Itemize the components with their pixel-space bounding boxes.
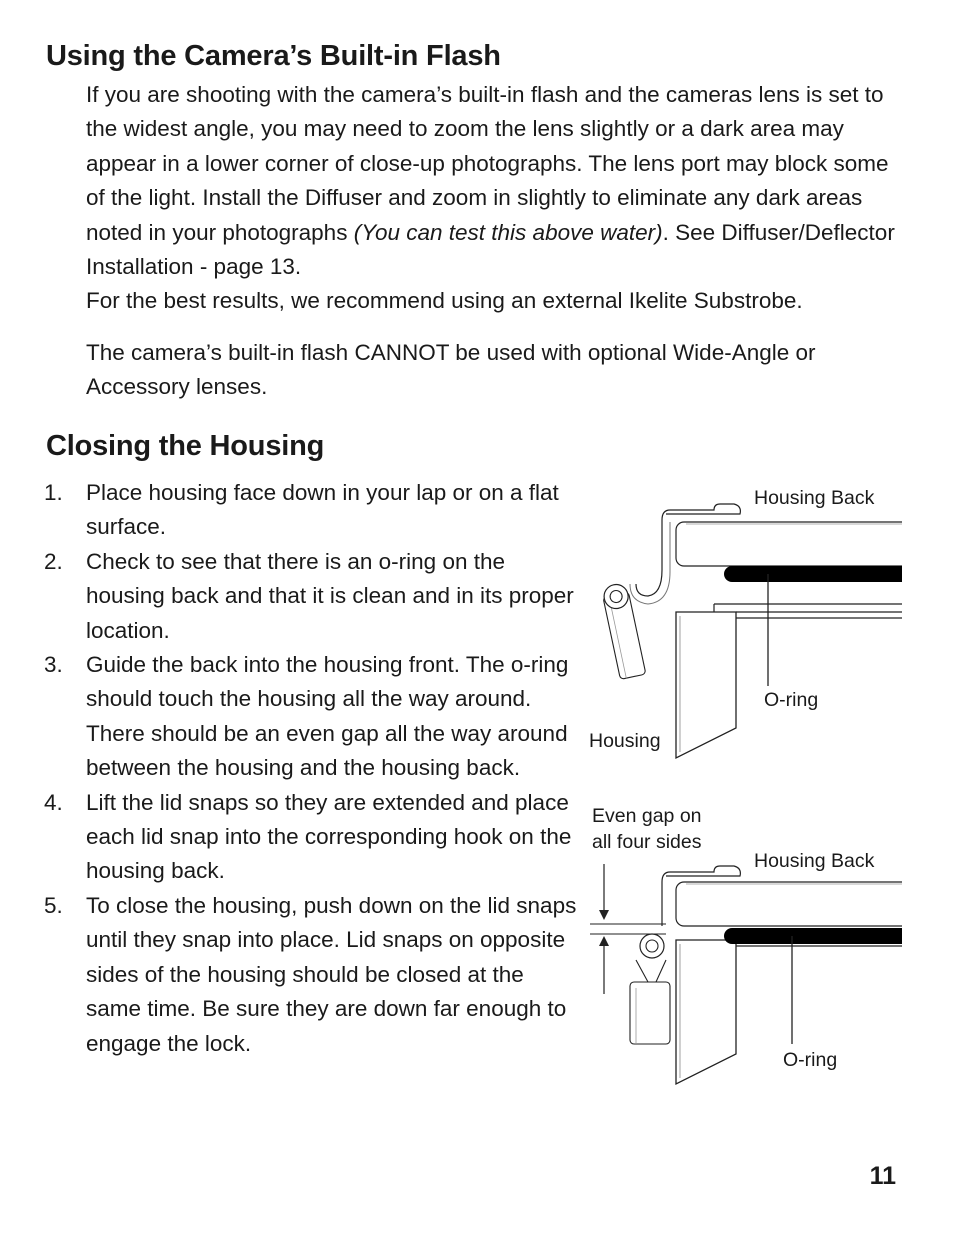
flash-recommendation: For the best results, we recommend using an external Ikelite Substrobe. [86, 288, 803, 314]
step-number: 2. [44, 548, 63, 574]
housing-wall [676, 612, 736, 758]
step-number: 5. [44, 892, 63, 918]
step-item [44, 889, 584, 1061]
flash-heading: Using the Camera’s Built-in Flash [46, 40, 501, 72]
step-item [44, 648, 584, 786]
step-text: To close the housing, push down on the lid snaps until they snap into place. Lid snaps on opposite sides of the housing should be closed at the same time. Be sure they are down far enough to engage the lock. [86, 892, 577, 1056]
gap-arrow-down [599, 910, 609, 920]
housing-back-plate [676, 522, 902, 566]
o-ring-label-top: O-ring [764, 689, 819, 711]
housing-diagram-top [590, 500, 902, 762]
step-item [44, 476, 584, 545]
housing-wall [676, 940, 736, 1084]
even-gap-label-line2: all four sides [592, 831, 702, 853]
closing-steps-list [44, 476, 584, 1061]
step-text: Lift the lid snaps so they are extended and place each lid snap into the corresponding hook on the housing back. [86, 789, 572, 884]
housing-back-plate [676, 882, 902, 926]
step-item [44, 786, 584, 889]
flash-paragraph-italic: (You can test this above water) [353, 219, 663, 245]
step-text: Place housing face down in your lap or on a flat surface. [86, 480, 559, 540]
o-ring [724, 928, 902, 944]
closing-heading: Closing the Housing [46, 430, 325, 462]
flash-paragraph-ref: . See Diffuser/Deflector Installation - page 13. [86, 219, 895, 280]
gap-arrow-up [599, 936, 609, 946]
lid-snap [630, 934, 670, 1044]
flash-paragraph-text: If you are shooting with the camera’s built-in flash and the cameras lens is set to the widest angle, you may need to zoom the lens slightly or a dark area may appear in a lower corner of close-up photographs. The lens port may block some of the light. Install the Diffuser and zoom in slightly to eliminate any dark areas noted in your photographs [86, 82, 889, 245]
flash-warning: The camera’s built-in flash CANNOT be used with optional Wide-Angle or Accessory lenses. [86, 340, 816, 400]
even-gap-label-line1: Even gap on [592, 805, 702, 827]
step-text: Check to see that there is an o-ring on the housing back and that it is clean and in its proper location. [86, 548, 574, 643]
lid-snap [601, 582, 646, 679]
o-ring-label-bottom: O-ring [783, 1049, 838, 1071]
flash-paragraph [86, 78, 906, 319]
step-number: 3. [44, 652, 63, 678]
housing-back-label-bottom: Housing Back [754, 850, 875, 872]
step-number: 1. [44, 480, 63, 505]
housing-diagram-bottom [590, 860, 902, 1090]
step-item [44, 545, 584, 648]
o-ring [724, 566, 902, 582]
housing-back-label-top: Housing Back [754, 487, 875, 509]
step-text: Guide the back into the housing front. The o-ring should touch the housing all the way around. There should be an even gap all the way around between the housing and the housing back. [86, 652, 569, 781]
even-gap-label [592, 803, 702, 855]
step-number: 4. [44, 789, 63, 815]
page-number: 11 [869, 1162, 896, 1190]
housing-label: Housing [589, 730, 661, 752]
